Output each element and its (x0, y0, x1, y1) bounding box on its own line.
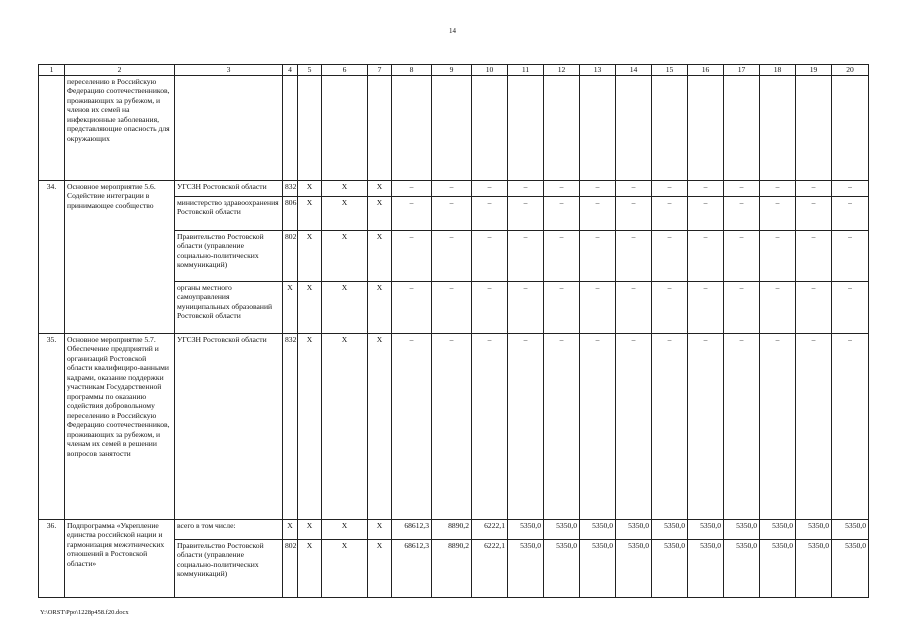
code-cell: X (322, 281, 368, 333)
table-row (39, 333, 869, 519)
empty-cell (472, 75, 508, 180)
value-cell: – (832, 196, 869, 230)
empty-cell (652, 75, 688, 180)
empty-cell (368, 75, 392, 180)
value-cell: – (432, 281, 472, 333)
value-cell: – (392, 281, 432, 333)
value-cell: – (508, 281, 544, 333)
code-cell: 806 (283, 196, 298, 230)
value-cell: – (760, 230, 796, 281)
value-cell: – (392, 333, 432, 519)
value-cell: 5350,0 (616, 519, 652, 539)
value-cell: – (580, 230, 616, 281)
value-cell: 68612,3 (392, 519, 432, 539)
value-cell: 6222,1 (472, 519, 508, 539)
table-row (39, 519, 869, 539)
value-cell: – (508, 230, 544, 281)
value-cell: – (652, 196, 688, 230)
code-cell: X (368, 180, 392, 196)
value-cell: – (760, 333, 796, 519)
executor-cell: министерство здравоохранения Ростовской области (175, 196, 283, 230)
empty-cell (760, 75, 796, 180)
value-cell: 6222,1 (472, 539, 508, 597)
column-header: 4 (283, 65, 298, 76)
value-cell: 5350,0 (544, 539, 580, 597)
executor-cell: Правительство Ростовской области (управление социально-политических коммуникаций) (175, 230, 283, 281)
code-cell: X (368, 519, 392, 539)
value-cell: – (616, 230, 652, 281)
value-cell: – (724, 230, 760, 281)
column-header: 17 (724, 65, 760, 76)
executor-cell: УГСЗН Ростовской области (175, 180, 283, 196)
value-cell: – (832, 333, 869, 519)
column-header: 14 (616, 65, 652, 76)
value-cell: – (832, 230, 869, 281)
empty-cell (283, 75, 298, 180)
value-cell: – (544, 196, 580, 230)
value-cell: 5350,0 (796, 539, 832, 597)
empty-cell (432, 75, 472, 180)
value-cell: – (544, 230, 580, 281)
value-cell: – (724, 281, 760, 333)
value-cell: – (796, 333, 832, 519)
code-cell: X (322, 196, 368, 230)
value-cell: 5350,0 (760, 539, 796, 597)
value-cell: 5350,0 (580, 539, 616, 597)
row-number-cell: 34. (39, 180, 65, 333)
code-cell: X (298, 196, 322, 230)
code-cell: X (322, 333, 368, 519)
value-cell: – (688, 196, 724, 230)
value-cell: – (432, 230, 472, 281)
value-cell: – (508, 333, 544, 519)
value-cell: 68612,3 (392, 539, 432, 597)
value-cell: – (832, 281, 869, 333)
code-cell: X (322, 519, 368, 539)
value-cell: 5350,0 (652, 519, 688, 539)
value-cell: 5350,0 (508, 519, 544, 539)
value-cell: – (616, 281, 652, 333)
row-number-cell: 36. (39, 519, 65, 597)
value-cell: 8890,2 (432, 519, 472, 539)
value-cell: – (688, 230, 724, 281)
empty-cell (175, 75, 283, 180)
column-header: 6 (322, 65, 368, 76)
value-cell: 5350,0 (508, 539, 544, 597)
column-header: 20 (832, 65, 869, 76)
value-cell: – (652, 281, 688, 333)
empty-cell (508, 75, 544, 180)
value-cell: – (580, 180, 616, 196)
code-cell: X (298, 230, 322, 281)
column-header: 7 (368, 65, 392, 76)
value-cell: – (832, 180, 869, 196)
column-header: 8 (392, 65, 432, 76)
code-cell: 832 (283, 180, 298, 196)
column-header: 9 (432, 65, 472, 76)
value-cell: – (544, 281, 580, 333)
executor-cell: Правительство Ростовской области (управление социально-политических коммуникаций) (175, 539, 283, 597)
value-cell: – (724, 196, 760, 230)
column-header: 19 (796, 65, 832, 76)
value-cell: – (392, 196, 432, 230)
value-cell: – (616, 180, 652, 196)
activity-cell: Подпрограмма «Укрепление единства российской нации и гармонизация межэтнических отношений в Ростовской области» (65, 519, 175, 597)
value-cell: 5350,0 (760, 519, 796, 539)
value-cell: – (580, 333, 616, 519)
value-cell: – (724, 333, 760, 519)
empty-cell (688, 75, 724, 180)
value-cell: 5350,0 (832, 519, 869, 539)
value-cell: – (392, 180, 432, 196)
code-cell: X (298, 519, 322, 539)
empty-cell (724, 75, 760, 180)
budget-table (38, 64, 869, 598)
activity-cell: Основное мероприятие 5.6. Содействие интеграции в принимающее сообщество (65, 180, 175, 333)
code-cell: X (298, 180, 322, 196)
empty-cell (322, 75, 368, 180)
value-cell: – (760, 180, 796, 196)
code-cell: X (368, 230, 392, 281)
empty-cell (580, 75, 616, 180)
value-cell: 5350,0 (724, 539, 760, 597)
code-cell: X (283, 281, 298, 333)
value-cell: 5350,0 (688, 519, 724, 539)
value-cell: – (616, 333, 652, 519)
header-row (39, 65, 869, 76)
code-cell: X (368, 333, 392, 519)
value-cell: – (432, 333, 472, 519)
column-header: 18 (760, 65, 796, 76)
code-cell: 802 (283, 539, 298, 597)
value-cell: – (688, 281, 724, 333)
value-cell: – (580, 196, 616, 230)
column-header: 1 (39, 65, 65, 76)
value-cell: – (796, 281, 832, 333)
value-cell: – (472, 281, 508, 333)
value-cell: 8890,2 (432, 539, 472, 597)
file-path-footer: Y:\ORST\Ppo\1228p458.f20.docx (40, 609, 129, 616)
column-header: 3 (175, 65, 283, 76)
column-header: 12 (544, 65, 580, 76)
value-cell: – (472, 333, 508, 519)
column-header: 5 (298, 65, 322, 76)
value-cell: – (796, 180, 832, 196)
code-cell: X (368, 281, 392, 333)
empty-cell (392, 75, 432, 180)
value-cell: 5350,0 (688, 539, 724, 597)
value-cell: – (580, 281, 616, 333)
row-number-cell: 35. (39, 333, 65, 519)
value-cell: – (760, 196, 796, 230)
column-header: 13 (580, 65, 616, 76)
value-cell: – (472, 196, 508, 230)
code-cell: X (322, 539, 368, 597)
value-cell: 5350,0 (616, 539, 652, 597)
value-cell: 5350,0 (796, 519, 832, 539)
value-cell: 5350,0 (832, 539, 869, 597)
value-cell: – (724, 180, 760, 196)
value-cell: – (688, 180, 724, 196)
empty-cell (832, 75, 869, 180)
column-header: 15 (652, 65, 688, 76)
value-cell: – (472, 180, 508, 196)
value-cell: – (796, 230, 832, 281)
column-header: 2 (65, 65, 175, 76)
code-cell: X (322, 180, 368, 196)
empty-cell (796, 75, 832, 180)
column-header: 11 (508, 65, 544, 76)
table-row (39, 180, 869, 196)
activity-cell: Основное мероприятие 5.7. Обеспечение предприятий и организаций Ростовской области квалифициро-ванными кадрами, оказание поддержки участникам Государственной программы по оказанию содействия добровольному переселению в Российскую Федерацию соотечественников, проживающих за рубежом, и членам их семей в решении вопросов занятости (65, 333, 175, 519)
value-cell: – (432, 180, 472, 196)
executor-cell: УГСЗН Ростовской области (175, 333, 283, 519)
code-cell: X (322, 230, 368, 281)
code-cell: 832 (283, 333, 298, 519)
column-header: 16 (688, 65, 724, 76)
code-cell: X (283, 519, 298, 539)
value-cell: – (432, 196, 472, 230)
empty-cell (544, 75, 580, 180)
empty-cell (298, 75, 322, 180)
code-cell: X (298, 539, 322, 597)
code-cell: X (368, 196, 392, 230)
value-cell: – (652, 230, 688, 281)
value-cell: – (652, 333, 688, 519)
value-cell: 5350,0 (580, 519, 616, 539)
value-cell: 5350,0 (544, 519, 580, 539)
value-cell: – (760, 281, 796, 333)
value-cell: – (508, 196, 544, 230)
code-cell: 802 (283, 230, 298, 281)
page-number: 14 (449, 27, 456, 35)
empty-cell (616, 75, 652, 180)
value-cell: – (616, 196, 652, 230)
executor-cell: органы местного самоуправления муниципальных образований Ростовской области (175, 281, 283, 333)
table-row (39, 75, 869, 180)
value-cell: – (392, 230, 432, 281)
row-number-cell (39, 75, 65, 180)
value-cell: – (472, 230, 508, 281)
value-cell: – (688, 333, 724, 519)
executor-cell: всего в том числе: (175, 519, 283, 539)
value-cell: – (544, 333, 580, 519)
value-cell: 5350,0 (652, 539, 688, 597)
code-cell: X (298, 281, 322, 333)
value-cell: – (796, 196, 832, 230)
table-body (39, 65, 869, 598)
value-cell: – (652, 180, 688, 196)
code-cell: X (368, 539, 392, 597)
code-cell: X (298, 333, 322, 519)
activity-cell: переселению в Российскую Федерацию соотечественников, проживающих за рубежом, и членов их семей на инфекционные заболевания, представляющие опасность для окружающих (65, 75, 175, 180)
value-cell: 5350,0 (724, 519, 760, 539)
column-header: 10 (472, 65, 508, 76)
value-cell: – (508, 180, 544, 196)
value-cell: – (544, 180, 580, 196)
